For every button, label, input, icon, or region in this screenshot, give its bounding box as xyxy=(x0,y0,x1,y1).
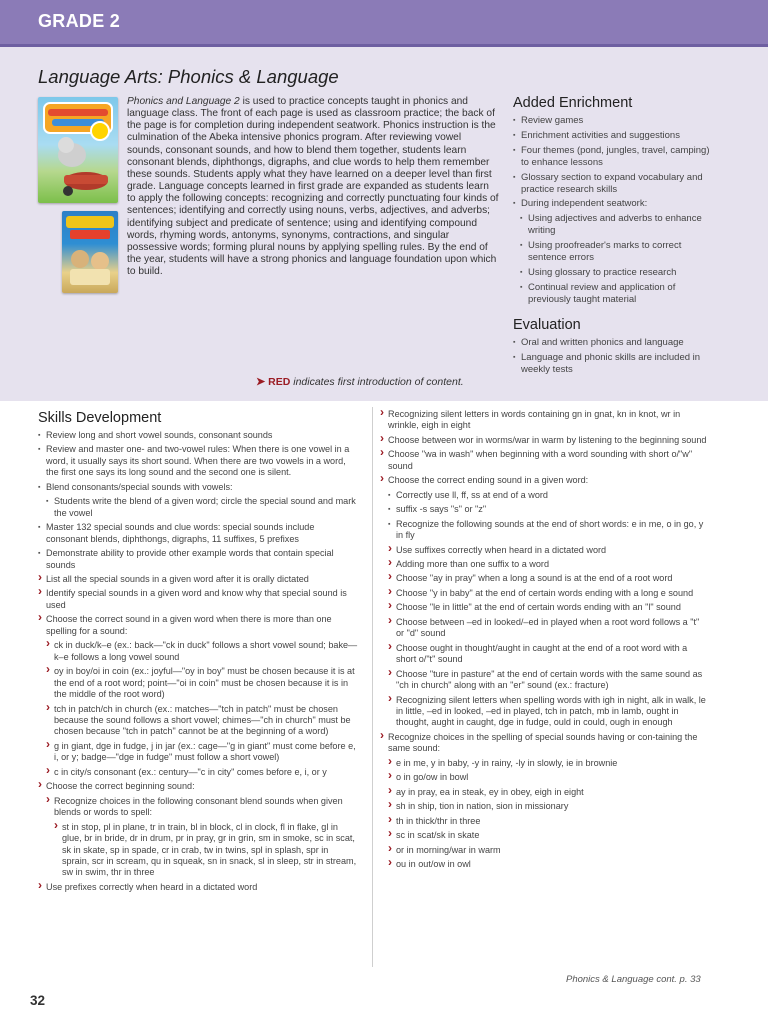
book-cover-art xyxy=(38,97,118,203)
new-skill-subitem: › o in go/ow in bowl xyxy=(388,772,708,783)
new-skill-item: › List all the special sounds in a given word after it is orally dictated xyxy=(38,574,358,585)
new-skill-subitem: › Choose ought in thought/aught in caught at the end of a root word with a short o/"t" sound xyxy=(388,643,708,666)
new-skill-item: › Choose the correct ending sound in a given word: xyxy=(380,475,708,486)
new-skill-subitem: › Choose "ture in pasture" at the end of certain words with the same sound as "ch in church" along with an "er" sound (ex.: fracture) xyxy=(388,669,708,692)
new-skill-item: › Choose "wa in wash" when beginning with a word sounding with short o/"w" sound xyxy=(380,449,708,472)
enrichment-item: ▪ Glossary section to expand vocabulary and practice research skills xyxy=(513,172,713,196)
enrichment-subitem: ▪ Continual review and application of previously taught material xyxy=(520,282,713,306)
grade-label: GRADE 2 xyxy=(38,11,121,31)
skill-item: ▪ Review and master one- and two-vowel rules: When there is one vowel in a word, it usually says its short sound. When there are two vowels in a word, the first one says its long sound and the second one is silent. xyxy=(38,444,358,478)
page-number: 32 xyxy=(30,993,46,1008)
red-legend-note xyxy=(256,375,464,388)
new-skill-subitem: › Choose "le in little" at the end of certain words ending with an "l" sound xyxy=(388,602,708,613)
evaluation-item: ▪ Oral and written phonics and language xyxy=(513,337,713,349)
skill-subitem: ▪ suffix -s says "s" or "z" xyxy=(388,504,708,515)
red-legend-text: indicates first introduction of content. xyxy=(290,376,464,388)
enrichment-subitem: ▪ Using glossary to practice research xyxy=(520,267,713,279)
skills-left-list xyxy=(38,430,358,896)
new-skill-subitem: › Choose "ay in pray" when a long a sound is at the end of a root word xyxy=(388,573,708,584)
new-skill-subitem: › Choose "y in baby" at the end of certain words ending with a long e sound xyxy=(388,588,708,599)
enrichment-item: ▪ During independent seatwork: xyxy=(513,198,713,210)
enrichment-item: ▪ Review games xyxy=(513,115,713,127)
handbook-for-reading-book-cover xyxy=(62,211,118,293)
new-skill-subitem: › ou in out/ow in owl xyxy=(388,859,708,870)
grade-header-bar xyxy=(0,0,768,44)
new-skill-subitem: › Choose between –ed in looked/–ed in played when a root word follows a "t" or "d" sound xyxy=(388,617,708,640)
skill-item: ▪ Master 132 special sounds and clue words: special sounds include consonant blends, diphthongs, digraphs, 11 suffixes, 5 prefixes xyxy=(38,522,358,545)
new-skill-item: › Choose the correct beginning sound: xyxy=(38,781,358,792)
new-skill-subitem: › g in giant, dge in fudge, j in jar (ex.: cage—"g in giant" must come before e, i, or y; badge—"dge in fudge" must follow a short vowel) xyxy=(46,741,358,764)
new-skill-item: › Identify special sounds in a given word and know why that special sound is used xyxy=(38,588,358,611)
skill-subitem: ▪ Students write the blend of a given word; circle the special sound and mark the vowel xyxy=(46,496,358,519)
new-skill-item: › Recognize choices in the spelling of special sounds having or con-taining the same sound: xyxy=(380,732,708,755)
enrichment-subitem: ▪ Using proofreader's marks to correct sentence errors xyxy=(520,240,713,264)
skill-subitem: ▪ Recognize the following sounds at the end of short words: e in me, o in go, y in fly xyxy=(388,519,708,542)
red-legend-word: RED xyxy=(268,376,291,388)
book-title-italic: Phonics and Language 2 xyxy=(127,96,240,107)
skill-item: ▪ Demonstrate ability to provide other example words that contain special sounds xyxy=(38,548,358,571)
new-skill-subitem: › ck in duck/k–e (ex.: back—"ck in duck" follows a short vowel sound; bake—k–e follows a long vowel sound xyxy=(46,640,358,663)
new-skill-subitem: › oy in boy/oi in coin (ex.: joyful—"oy in boy" must be chosen because it is at the end of a root word; point—"oi in coin" must be chosen because it is in the middle of the root word) xyxy=(46,666,358,700)
evaluation-heading: Evaluation xyxy=(513,317,581,333)
skill-item: ▪ Blend consonants/special sounds with vowels: xyxy=(38,482,358,493)
new-skill-subitem: › tch in patch/ch in church (ex.: matches—"tch in patch" must be chosen because the sound follows a short vowel; chimes—"ch in church" must be chosen because "tch in patch" cannot be at the beginning of a word) xyxy=(46,704,358,738)
intro-paragraph xyxy=(127,96,499,278)
skill-item: ▪ Review long and short vowel sounds, consonant sounds xyxy=(38,430,358,441)
new-skill-subitem: › th in thick/thr in three xyxy=(388,816,708,827)
evaluation-item: ▪ Language and phonic skills are included in weekly tests xyxy=(513,352,713,376)
intro-body: is used to practice concepts taught in phonics and language class. The front of each page is used as classroom practice; the back of the page is for completion during independent seatwork. Phonics instruction is the culmination of the Abeka intensive phonics program. After reviewing vowel sounds, consonant sounds, and how to blend them together, students learn consonant blends, diphthongs, digraphs, and clue words to help them remember these sounds. Students apply what they have learned on a deeper level than first grade. Language concepts learned in first grade are expanded as students learn to apply the following concepts: recognizing and correctly punctuating four kinds of sentences; identifying and correctly using nouns, verbs, adjectives, and adverbs; identifying subject and predicate of sentence; using and identifying compound words, rhyming words, antonyms, synonyms, contractions, and singular possessive words; forming plural nouns by applying spelling rules. By the end of the year, students will have a strong phonics and language foundation upon which to build. xyxy=(127,96,499,278)
new-skill-item: › Recognizing silent letters in words containing gn in gnat, kn in knot, wr in wrinkle, eigh in eight xyxy=(380,409,708,432)
new-skill-subitem: › sh in ship, tion in nation, sion in missionary xyxy=(388,801,708,812)
skill-subitem: ▪ Correctly use ll, ff, ss at end of a word xyxy=(388,490,708,501)
skills-development-heading: Skills Development xyxy=(38,410,162,426)
continued-note: Phonics & Language cont. p. 33 xyxy=(566,974,701,985)
new-skill-subitem: › or in morning/war in warm xyxy=(388,845,708,856)
red-arrow-icon: ➤ xyxy=(256,376,266,388)
new-skill-subitem: › Recognizing silent letters when spelling words with igh in night, alk in walk, le in little, –ed in looked, –ed in played, tch in patch, mb in lamb, ought in thought, aught in caught, dge in fudge, ould in could, ough in enough xyxy=(388,695,708,729)
phonics-language-book-cover xyxy=(38,97,118,203)
new-skill-item: › Use prefixes correctly when heard in a dictated word xyxy=(38,882,358,893)
new-skill-subitem: › e in me, y in baby, -y in rainy, -ly in slowly, ie in brownie xyxy=(388,758,708,769)
page-title: Language Arts: Phonics & Language xyxy=(38,66,339,87)
new-skill-subitem: › st in stop, pl in plane, tr in train, bl in block, cl in clock, fl in flake, gl in glue, br in bride, dr in drum, pr in pray, gr in grin, sm in smoke, sc in scat, sk in skate, sp in spade, cr in crab, tw in twins, spl in splash, spr in sprain, scr in scream, qu in squeak, sn in snack, sl in sleep, str in stream, sw in swim, thr in three xyxy=(54,822,358,879)
enrichment-item: ▪ Four themes (pond, jungles, travel, camping) to enhance lessons xyxy=(513,145,713,169)
new-skill-subitem: › Use suffixes correctly when heard in a dictated word xyxy=(388,545,708,556)
new-skill-subitem: › ay in pray, ea in steak, ey in obey, eigh in eight xyxy=(388,787,708,798)
new-skill-subitem: › Recognize choices in the following consonant blend sounds when given blends or words to spell: xyxy=(46,796,358,819)
new-skill-item: › Choose between wor in worms/war in warm by listening to the beginning sound xyxy=(380,435,708,446)
evaluation-list xyxy=(513,337,713,379)
enrichment-item: ▪ Enrichment activities and suggestions xyxy=(513,130,713,142)
added-enrichment-heading: Added Enrichment xyxy=(513,95,633,111)
column-divider xyxy=(372,407,373,967)
new-skill-subitem: › c in city/s consonant (ex.: century—"c in city" comes before e, i, or y xyxy=(46,767,358,778)
new-skill-subitem: › Adding more than one suffix to a word xyxy=(388,559,708,570)
enrichment-list xyxy=(513,115,713,309)
book-cover-art xyxy=(62,211,118,293)
new-skill-subitem: › sc in scat/sk in skate xyxy=(388,830,708,841)
enrichment-subitem: ▪ Using adjectives and adverbs to enhance writing xyxy=(520,213,713,237)
skills-right-list xyxy=(380,409,708,873)
new-skill-item: › Choose the correct sound in a given word when there is more than one spelling for a sound: xyxy=(38,614,358,637)
